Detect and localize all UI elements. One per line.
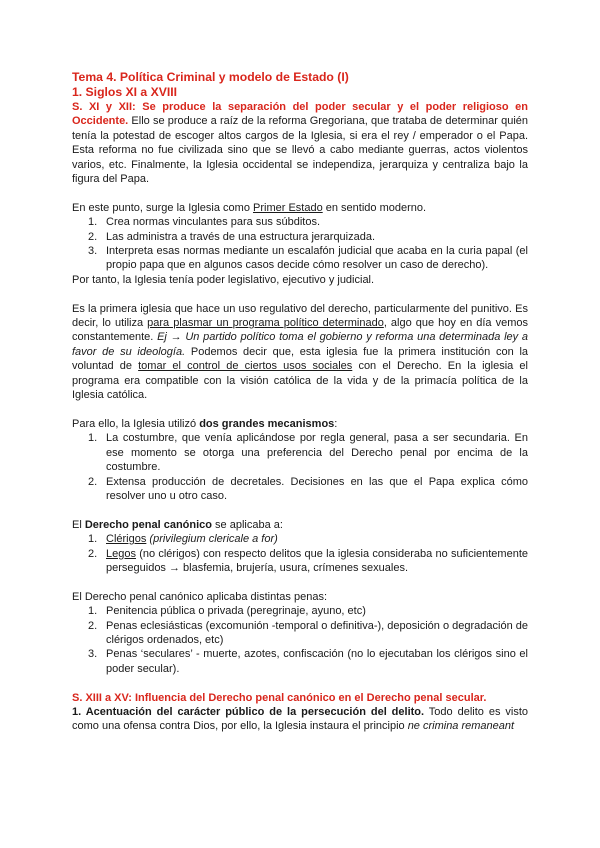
- underlined-text: tomar el control de ciertos usos sociales: [138, 360, 353, 373]
- paragraph-reforma: [72, 100, 528, 186]
- paragraph-text: Ello se produce a raíz de la reforma Gregoriana, que trataba de determinar quién tenía la potestad de escoger altos cargos de la Iglesia, si era el rey / emperador o el Papa. Esta reforma no fue civilizada sino que se llevó a cabo mediante guerras, actos violentos varios, etc. Finalmente, la Iglesia occidental se independiza, jerarquiza y centraliza bajo la figura del Papa.: [72, 115, 528, 186]
- paragraph-mecanismos: [72, 417, 528, 431]
- paragraph-acentuacion: [72, 705, 528, 734]
- paragraph-uso-regulativo: [72, 302, 528, 403]
- list-item: 2. Extensa producción de decretales. Decisiones en las que el Papa explica cómo resolver uno u otro caso.: [88, 475, 528, 502]
- text: Todo delito es visto como una ofensa contra Dios, por ello, la Iglesia instaura el principio: [72, 705, 528, 733]
- italic-text: ne crimina remaneant: [407, 720, 515, 733]
- list-item: 1. Clérigos (privilegium clericale a for): [88, 533, 278, 546]
- paragraph-derecho-canonico: [72, 518, 528, 532]
- underlined-text: Legos: [106, 547, 136, 560]
- section-heading-2: S. XIII a XV: Influencia del Derecho penal canónico en el Derecho penal secular.: [72, 691, 487, 704]
- text: :: [334, 417, 338, 430]
- list-mecanismos: [72, 431, 528, 503]
- text: El: [72, 518, 85, 531]
- text: en sentido moderno.: [322, 201, 427, 214]
- underlined-text: Primer Estado: [253, 201, 323, 214]
- bold-text: dos grandes mecanismos: [199, 417, 335, 430]
- italic-text: (privilegium clericale a for): [149, 533, 278, 546]
- paragraph-por-tanto: Por tanto, la Iglesia tenía poder legislativo, ejecutivo y judicial.: [72, 273, 375, 286]
- paragraph-primer-estado: [72, 201, 528, 215]
- paragraph-lead: S. XI y XII: Se produce la separación del poder secular y el poder religioso en Occidente.: [72, 101, 528, 128]
- italic-example: Ej → Un partido político toma el gobierno y reforma una determinada ley a favor de su ideología.: [72, 331, 528, 358]
- list-item: 2. Penas eclesiásticas (excomunión -temporal o definitiva-), deposición o degradación de clérigos ordenados, etc): [88, 619, 528, 646]
- list-item-text: Las administra a través de una estructura jerarquizada.: [106, 230, 376, 243]
- list-item: 1. La costumbre, que venía aplicándose por regla general, pasa a ser secundaria. En ese momento se otorga una preferencia del Derecho penal por encima de la costumbre.: [88, 432, 528, 474]
- section-heading-1: 1. Siglos XI a XVIII: [72, 85, 177, 99]
- text: En este punto, surge la Iglesia como: [72, 201, 253, 214]
- paragraph-penas: El Derecho penal canónico aplicaba distintas penas:: [72, 590, 327, 603]
- text: (no clérigos) con respecto delitos que la iglesia consideraba no suficientemente perseguidos → blasfemia, brujería, usura, crímenes sexuales.: [106, 547, 528, 574]
- list-item: 2. Las administra a través de una estructura jerarquizada.: [88, 230, 376, 243]
- list-item-text: Penitencia pública o privada (peregrinaje, ayuno, etc): [106, 605, 366, 618]
- text: Es la primera iglesia que hace un uso regulativo del derecho, particularmente del punitivo. Es decir, lo utiliza: [72, 302, 528, 330]
- list-item: 1. Crea normas vinculantes para sus súbditos.: [88, 216, 320, 229]
- bold-text: 1. Acentuación del carácter público de la persecución del delito.: [72, 705, 425, 718]
- text: , algo que hoy en día vemos constantemente.: [72, 317, 528, 344]
- list-item-text: Interpreta esas normas mediante un escalafón judicial que acaba en la curia papal (el propio papa que en algunos casos decide cómo resolver un caso de derecho).: [106, 245, 528, 272]
- list-item-text: Extensa producción de decretales. Decisiones en las que el Papa explica cómo resolver uno u otro caso.: [106, 475, 528, 502]
- text: se aplicaba a:: [212, 518, 283, 531]
- underlined-text: para plasmar un programa político determinado: [147, 317, 384, 330]
- list-item-text: Crea normas vinculantes para sus súbditos.: [106, 216, 320, 229]
- list-item-text: La costumbre, que venía aplicándose por regla general, pasa a ser secundaria. En ese momento se otorga una preferencia del Derecho penal por encima de la costumbre.: [106, 432, 528, 474]
- list-item: 2. Legos (no clérigos) con respecto delitos que la iglesia consideraba no suficientemente perseguidos → blasfemia, brujería, usura, crímenes sexuales.: [88, 547, 528, 574]
- underlined-text: Clérigos: [106, 533, 147, 546]
- text: con el Derecho. En la iglesia el programa era compatible con la visión católica de la vida y de la primacía política de la Iglesia católica.: [72, 360, 528, 402]
- list-item: 3. Interpreta esas normas mediante un escalafón judicial que acaba en la curia papal (el propio papa que en algunos casos decide cómo resolver un caso de derecho).: [88, 245, 528, 272]
- document-title: Tema 4. Política Criminal y modelo de Estado (I): [72, 70, 349, 84]
- text: Para ello, la Iglesia utilizó: [72, 417, 200, 430]
- list-poderes: [72, 215, 528, 273]
- list-item-text: Penas ‘seculares’ - muerte, azotes, confiscación (no lo ejecutaban los clérigos sino el poder secular).: [106, 648, 528, 675]
- list-penas: [72, 604, 528, 676]
- list-item: 1. Penitencia pública o privada (peregrinaje, ayuno, etc): [88, 605, 366, 618]
- list-item-text: Penas eclesiásticas (excomunión -temporal o definitiva-), deposición o degradación de clérigos ordenados, etc): [106, 619, 528, 646]
- bold-text: Derecho penal canónico: [84, 518, 212, 531]
- list-item: 3. Penas ‘seculares’ - muerte, azotes, confiscación (no lo ejecutaban los clérigos sino el poder secular).: [88, 648, 528, 675]
- text: Podemos decir que, esta iglesia fue la primera institución con la voluntad de: [72, 345, 529, 373]
- list-aplicacion: [72, 532, 528, 575]
